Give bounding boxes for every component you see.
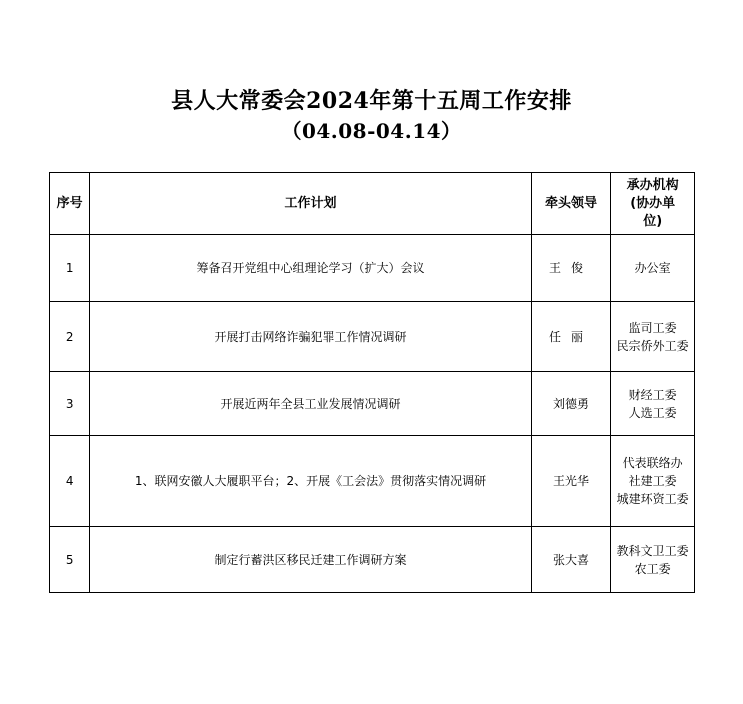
header-org-line: 位) [643, 213, 663, 229]
header-org [611, 173, 695, 235]
row-plan: 开展打击网络诈骗犯罪工作情况调研 [90, 302, 531, 372]
row-org [611, 527, 695, 593]
row-plan: 1、联网安徽人大履职平台；2、开展《工会法》贯彻落实情况调研 [90, 436, 531, 527]
page-title: 县人大常委会2024年第十五周工作安排 [171, 88, 572, 114]
row-leader: 刘德勇 [531, 372, 611, 436]
org-line: 办公室 [634, 261, 671, 275]
org-line: 社建工委 [628, 474, 677, 488]
org-line: 民宗侨外工委 [616, 338, 689, 353]
table-row [50, 302, 695, 372]
row-org [611, 302, 695, 372]
table-header-row [50, 173, 695, 235]
table-row [50, 235, 695, 302]
row-no: 5 [50, 527, 90, 593]
table-row [50, 436, 695, 527]
row-org [611, 235, 695, 302]
org-line: 农工委 [634, 561, 671, 576]
table-row [50, 372, 695, 436]
header-org-line: (协办单 [630, 195, 676, 211]
row-no: 4 [50, 436, 90, 527]
org-line: 教科文卫工委 [616, 543, 689, 558]
row-no: 3 [50, 372, 90, 436]
row-org [611, 372, 695, 436]
row-leader: 王俊 [531, 235, 611, 302]
table-row [50, 527, 695, 593]
work-schedule-table [49, 172, 695, 593]
row-org [611, 436, 695, 527]
row-no: 2 [50, 302, 90, 372]
row-leader: 任丽 [531, 302, 611, 372]
org-line: 监司工委 [628, 320, 677, 335]
row-plan: 筹备召开党组中心组理论学习（扩大）会议 [90, 235, 531, 302]
row-plan: 制定行蓄洪区移民迁建工作调研方案 [90, 527, 531, 593]
row-leader: 王光华 [531, 436, 611, 527]
header-leader: 牵头领导 [531, 173, 611, 235]
org-line: 代表联络办 [622, 456, 683, 470]
org-line: 人选工委 [628, 405, 677, 420]
page-subtitle-date-range: （04.08-04.14） [281, 119, 462, 143]
header-plan: 工作计划 [90, 173, 531, 235]
row-leader: 张大喜 [531, 527, 611, 593]
row-plan: 开展近两年全县工业发展情况调研 [90, 372, 531, 436]
header-org-line: 承办机构 [626, 177, 679, 193]
header-no: 序号 [50, 173, 90, 235]
org-line: 城建环资工委 [616, 492, 689, 506]
row-no: 1 [50, 235, 90, 302]
org-line: 财经工委 [628, 387, 677, 402]
